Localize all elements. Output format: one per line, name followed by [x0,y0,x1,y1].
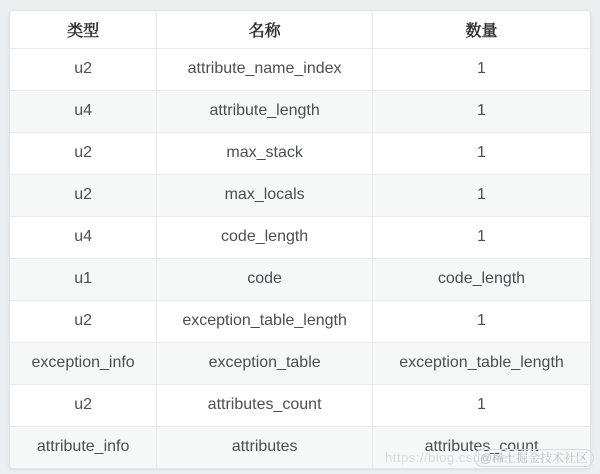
watermark-community-badge: @稀土掘金技术社区 [474,449,594,467]
table-cell-name: attribute_name_index [157,48,373,90]
table-cell-name: attributes_count [157,384,373,426]
table-cell-count: 1 [372,90,590,132]
table-cell-count: exception_table_length [372,342,590,384]
table-cell-count: 1 [372,174,590,216]
table-cell-name: exception_table_length [157,300,373,342]
header-row [10,11,590,48]
column-header-type: 类型 [10,11,157,48]
column-header-count: 数量 [372,11,590,48]
table-row [10,132,590,174]
table-row [10,384,590,426]
table-cell-name: code [157,258,373,300]
table-row [10,300,590,342]
table-cell-name: max_locals [157,174,373,216]
table-cell-type: u2 [10,174,157,216]
code-attribute-table [10,11,590,468]
table-cell-name: code_length [157,216,373,258]
table-cell-name: exception_table [157,342,373,384]
watermark-url-text: https://blog.csdn.net [385,450,512,465]
table-row [10,90,590,132]
attribute-structure-table-card [9,10,591,469]
table-cell-count: attributes_count [372,426,590,468]
table-cell-count: code_length [372,258,590,300]
table-cell-type: exception_info [10,342,157,384]
table-body [10,48,590,468]
table-cell-type: u4 [10,90,157,132]
table-cell-name: attributes [157,426,373,468]
table-cell-type: u2 [10,384,157,426]
table-row [10,48,590,90]
table-cell-type: u2 [10,48,157,90]
table-cell-count: 1 [372,300,590,342]
table-cell-type: u4 [10,216,157,258]
table-cell-name: attribute_length [157,90,373,132]
table-row [10,216,590,258]
table-row [10,258,590,300]
table-cell-count: 1 [372,132,590,174]
table-cell-type: u2 [10,300,157,342]
table-cell-count: 1 [372,48,590,90]
table-cell-count: 1 [372,384,590,426]
table-cell-count: 1 [372,216,590,258]
table-header [10,11,590,48]
table-cell-type: attribute_info [10,426,157,468]
column-header-name: 名称 [157,11,373,48]
table-cell-type: u1 [10,258,157,300]
table-cell-type: u2 [10,132,157,174]
table-row [10,342,590,384]
table-cell-name: max_stack [157,132,373,174]
table-row [10,174,590,216]
